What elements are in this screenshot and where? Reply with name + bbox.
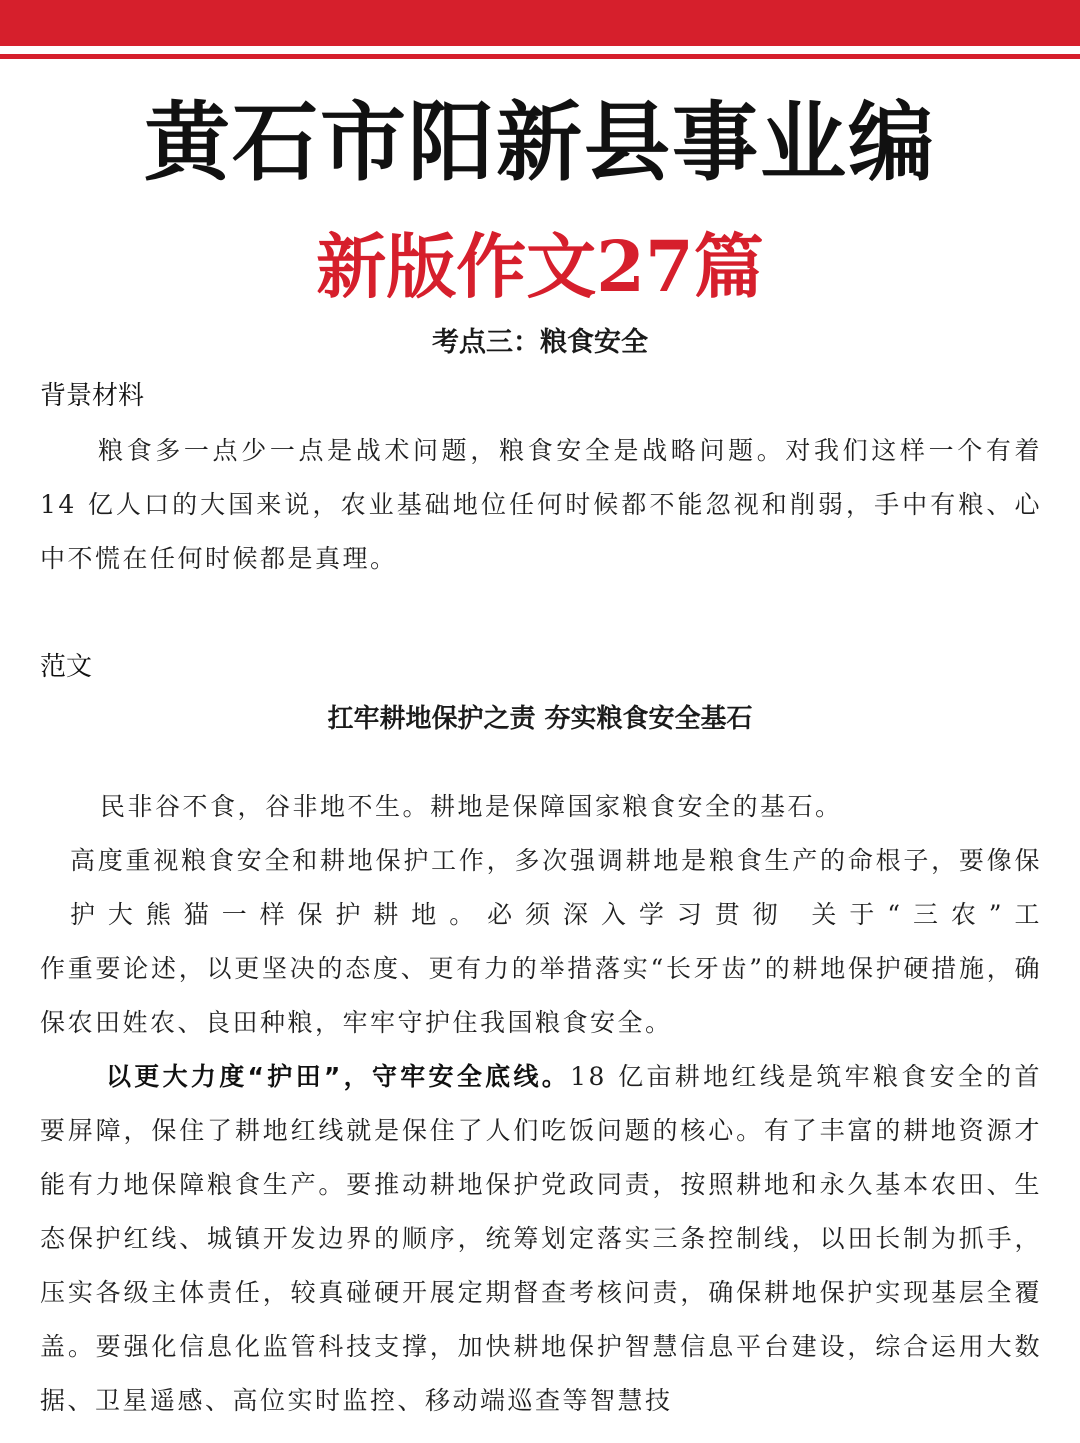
essay-paragraph-3 xyxy=(40,1050,1042,1428)
essay-paragraph-2 xyxy=(40,834,1042,1050)
document-subtitle: 新版作文27篇 xyxy=(316,225,764,308)
background-label: 背景材料 xyxy=(40,381,145,411)
top-red-line xyxy=(0,54,1080,59)
essay-paragraph-2-part-2: 作重要论述，以更坚决的态度、更有力的举措落实“长牙齿”的耕地保护硬措施，确保农田姓农、良田种粮，牢牢守护住我国粮食安全。 xyxy=(40,954,1042,1037)
essay-paragraph-1: 民非谷不食，谷非地不生。耕地是保障国家粮食安全的基石。 xyxy=(100,792,843,821)
topic-heading: 考点三：粮食安全 xyxy=(432,327,648,358)
essay-label: 范文 xyxy=(40,652,93,682)
essay-paragraph-3-lead: 以更大力度“护田”，守牢安全底线。 xyxy=(106,1062,571,1091)
essay-paragraph-3-body: 18 亿亩耕地红线是筑牢粮食安全的首要屏障，保住了耕地红线就是保住了人们吃饭问题的核心。有了丰富的耕地资源才能有力地保障粮食生产。要推动耕地保护党政同责，按照耕地和永久基本农田、生态保护红线、城镇开发边界的顺序，统筹划定落实三条控制线，以田长制为抓手，压实各级主体责任，较真碰硬开展定期督查考核问责，确保耕地保护实现基层全覆盖。要强化信息化监管科技支撑，加快耕地保护智慧信息平台建设，综合运用大数据、卫星遥感、高位实时监控、移动端巡查等智慧技 xyxy=(40,1062,1042,1415)
essay-paragraph-2-part-1: 高度重视粮食安全和耕地保护工作，多次强调耕地是粮食生产的命根子，要像保护大熊猫一样保护耕地。必须深入学习贯彻 关于“三农”工 xyxy=(70,846,1042,929)
document-title: 黄石市阳新县事业编 xyxy=(144,92,936,193)
background-paragraph: 粮食多一点少一点是战术问题，粮食安全是战略问题。对我们这样一个有着 14 亿人口的大国来说，农业基础地位任何时候都不能忽视和削弱，手中有粮、心中不慌在任何时候都是真理。 xyxy=(40,436,1042,573)
top-red-bar xyxy=(0,0,1080,46)
essay-title: 扛牢耕地保护之责 夯实粮食安全基石 xyxy=(327,704,753,734)
